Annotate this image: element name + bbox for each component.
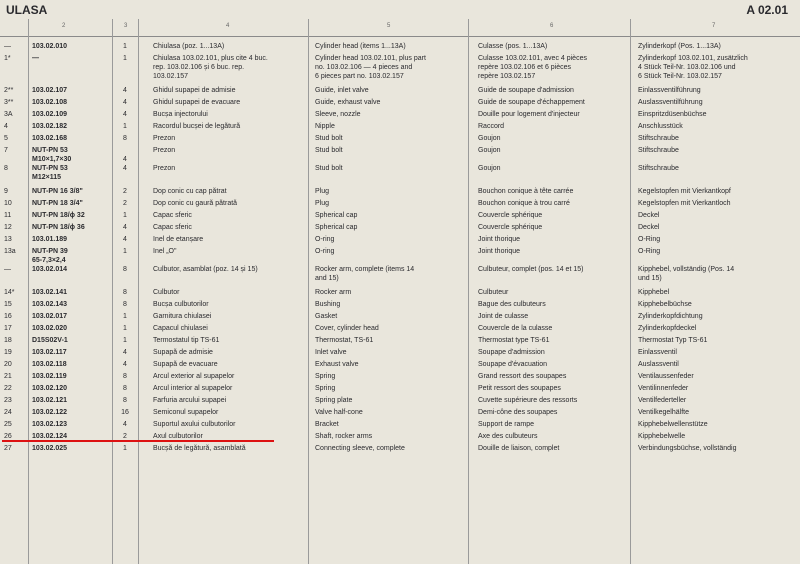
part-number: 103.02.121 [32, 397, 68, 404]
name-romanian: Axul culbutorilor [153, 433, 203, 440]
red-underline-mark [2, 440, 274, 442]
part-number: NUT-PN 53 M12×115 [32, 165, 68, 181]
name-german: Stiftschraube [638, 165, 679, 172]
name-french: Bouchon conique à tête carrée [478, 188, 574, 195]
table-row [0, 211, 800, 223]
table-row [0, 348, 800, 360]
item-number: 7 [4, 147, 8, 154]
name-english: Valve half-cone [315, 409, 363, 416]
table-row [0, 134, 800, 146]
name-german: Stiftschraube [638, 147, 679, 154]
name-english: Exhaust valve [315, 361, 359, 368]
name-english: Stud bolt [315, 135, 343, 142]
name-french: Douille de liaison, complet [478, 445, 560, 452]
name-french: Support de rampe [478, 421, 535, 428]
name-german: Einlassventil [638, 349, 677, 356]
name-romanian: Bucșa culbutorilor [153, 301, 209, 308]
name-romanian: Farfuria arcului supapei [153, 397, 227, 404]
name-english: Guide, exhaust valve [315, 99, 381, 106]
item-number: 20 [4, 361, 12, 368]
name-english: Rocker arm [315, 289, 352, 296]
item-number: 13a [4, 248, 16, 255]
quantity: 4 [123, 165, 127, 172]
part-number: 103.02.020 [32, 325, 68, 332]
col-number: 3 [124, 23, 128, 29]
name-romanian: Suportul axului culbutorilor [153, 421, 236, 428]
name-french: Culbuteur [478, 289, 509, 296]
name-english: Spherical cap [315, 212, 358, 219]
name-english: Inlet valve [315, 349, 347, 356]
item-number: 1* [4, 55, 11, 62]
name-romanian: Supapă de evacuare [153, 361, 218, 368]
quantity: 2 [123, 200, 127, 207]
name-french: Demi-cône des soupapes [478, 409, 558, 416]
part-number: NUT-PN 18 3/4" [32, 200, 83, 207]
table-row [0, 300, 800, 312]
name-english: Thermostat, TS-61 [315, 337, 374, 344]
part-number: 103.02.017 [32, 313, 68, 320]
part-number: 103.02.025 [32, 445, 68, 452]
name-german: Verbindungsbüchse, vollständig [638, 445, 737, 452]
part-number: 103.02.014 [32, 266, 68, 273]
name-german: Auslassventilführung [638, 99, 703, 106]
name-german: Kegelstopfen mit Vierkantloch [638, 200, 731, 207]
item-number: 13 [4, 236, 12, 243]
name-german: Ventilaussenfeder [638, 373, 694, 380]
part-number: 103.02.143 [32, 301, 68, 308]
quantity: 1 [123, 337, 127, 344]
item-number: 22 [4, 385, 12, 392]
name-english: Spherical cap [315, 224, 358, 231]
item-number: 2** [4, 87, 14, 94]
name-romanian: Dop conic cu cap pătrat [153, 188, 227, 195]
name-german: Ventilinnenfeder [638, 385, 689, 392]
item-number: 4 [4, 123, 8, 130]
part-number: 103.02.108 [32, 99, 68, 106]
name-english: O-ring [315, 248, 335, 255]
table-row [0, 164, 800, 187]
table-row [0, 444, 800, 456]
name-french: Douille pour logement d'injecteur [478, 111, 580, 118]
item-number: 16 [4, 313, 12, 320]
part-number: 103.02.119 [32, 373, 67, 380]
part-number: 103.02.124 [32, 433, 68, 440]
name-english: Plug [315, 188, 330, 195]
quantity: 8 [123, 385, 127, 392]
table-row [0, 432, 800, 444]
name-german: Zylinderkopf (Pos. 1...13A) [638, 43, 721, 50]
name-romanian: Inel „O" [153, 248, 177, 255]
quantity: 8 [123, 289, 127, 296]
part-number: NUT-PN 18/ϕ 32 [32, 212, 85, 219]
name-romanian: Capac sferic [153, 224, 192, 231]
name-german: Anschlusstück [638, 123, 683, 130]
name-german: Deckel [638, 224, 660, 231]
quantity: 4 [123, 99, 127, 106]
name-romanian: Capac sferic [153, 212, 192, 219]
quantity: 4 [123, 111, 127, 118]
quantity: 4 [123, 236, 127, 243]
name-english: Bracket [315, 421, 339, 428]
name-english: O-ring [315, 236, 335, 243]
name-german: Einspritzdüsenbüchse [638, 111, 707, 118]
table-row [0, 408, 800, 420]
table-row [0, 42, 800, 54]
name-romanian: Prezon [153, 135, 176, 142]
item-number: 5 [4, 135, 8, 142]
name-german: Thermostat Typ TS-61 [638, 337, 708, 344]
name-english: Plug [315, 200, 330, 207]
name-english: Shaft, rocker arms [315, 433, 373, 440]
name-romanian: Dop conic cu gaură pătrată [153, 200, 238, 207]
name-romanian: Prezon [153, 147, 176, 154]
name-german: Zylinderkopf 103.02.101, zusätzlich 4 Stück Teil-Nr. 103.02.106 und 6 Stück Teil-Nr. 103.02.157 [638, 55, 748, 80]
name-romanian: Chiulasa 103.02.101, plus cite 4 buc. rep. 103.02.106 și 6 buc. rep. 103.02.157 [153, 55, 268, 80]
quantity: 8 [123, 373, 127, 380]
name-french: Couvercle sphérique [478, 224, 543, 231]
quantity: 1 [123, 43, 127, 50]
part-number: 103.01.189 [32, 236, 68, 243]
table-row [0, 360, 800, 372]
name-english: Cylinder head (items 1...13A) [315, 43, 406, 50]
quantity: 1 [123, 325, 127, 332]
item-number: 23 [4, 397, 12, 404]
name-german: Zylinderkopfdichtung [638, 313, 703, 320]
name-romanian: Garnitura chiulasei [153, 313, 212, 320]
name-english: Nipple [315, 123, 335, 130]
name-english: Cylinder head 103.02.101, plus part no. 103.02.106 — 4 pieces and 6 pieces part no. 103.02.157 [315, 55, 426, 80]
item-number: 3A [4, 111, 13, 118]
item-number: 3** [4, 99, 14, 106]
item-number: 12 [4, 224, 12, 231]
name-german: Zylinderkopfdeckel [638, 325, 697, 332]
name-english: Bushing [315, 301, 341, 308]
name-romanian: Termostatul tip TS-61 [153, 337, 220, 344]
name-english: Cover, cylinder head [315, 325, 379, 332]
item-number: 11 [4, 212, 12, 219]
name-romanian: Supapă de admisie [153, 349, 213, 356]
name-german: Ventilkegelhälfte [638, 409, 689, 416]
table-row [0, 288, 800, 300]
table-row [0, 223, 800, 235]
name-german: Kegelstopfen mit Vierkantkopf [638, 188, 731, 195]
name-french: Culasse 103.02.101, avec 4 pièces repère 103.02.106 et 6 pièces repère 103.02.157 [478, 55, 587, 80]
quantity: 4 [123, 224, 127, 231]
name-french: Goujon [478, 135, 501, 142]
part-number: 103.02.109 [32, 111, 68, 118]
name-french: Soupape d'admission [478, 349, 545, 356]
name-french: Bouchon conique à trou carré [478, 200, 570, 207]
item-number: 18 [4, 337, 12, 344]
quantity: 8 [123, 135, 127, 142]
name-english: Stud bolt [315, 147, 343, 154]
name-german: Deckel [638, 212, 660, 219]
name-english: Sleeve, nozzle [315, 111, 361, 118]
quantity: 1 [123, 445, 127, 452]
col-number: 5 [387, 23, 391, 29]
name-french: Cuvette supérieure des ressorts [478, 397, 578, 404]
column-header-row [0, 19, 800, 37]
item-number: 8 [4, 165, 8, 172]
item-number: 17 [4, 325, 12, 332]
name-french: Petit ressort des soupapes [478, 385, 561, 392]
parts-table [0, 42, 800, 456]
quantity: 16 [121, 409, 129, 416]
quantity: 8 [123, 397, 127, 404]
table-row [0, 54, 800, 86]
name-french: Axe des culbuteurs [478, 433, 538, 440]
name-romanian: Arcul interior al supapelor [153, 385, 233, 392]
name-english: Spring [315, 385, 336, 392]
table-row [0, 265, 800, 288]
part-number: 103.02.168 [32, 135, 68, 142]
part-number: NUT-PN 18/ϕ 36 [32, 224, 85, 231]
part-number: 103.02.107 [32, 87, 68, 94]
quantity: 8 [123, 301, 127, 308]
name-french: Grand ressort des soupapes [478, 373, 567, 380]
table-row [0, 235, 800, 247]
name-english: Guide, inlet valve [315, 87, 369, 94]
part-number: 103.02.123 [32, 421, 68, 428]
part-number: NUT-PN 53 M10×1,7×30 [32, 147, 72, 163]
table-row [0, 199, 800, 211]
quantity: 1 [123, 212, 127, 219]
name-french: Culasse (pos. 1...13A) [478, 43, 548, 50]
quantity: 4 [123, 156, 127, 163]
quantity: 1 [123, 248, 127, 255]
col-number: 4 [226, 23, 230, 29]
col-number: 6 [550, 23, 554, 29]
table-row [0, 247, 800, 265]
name-german: O-Ring [638, 236, 661, 243]
part-number: — [32, 55, 39, 62]
name-french: Joint de culasse [478, 313, 529, 320]
name-english: Stud bolt [315, 165, 343, 172]
part-number: 103.02.141 [32, 289, 68, 296]
quantity: 4 [123, 361, 127, 368]
name-french: Couvercle de la culasse [478, 325, 553, 332]
name-romanian: Ghidul supapei de admisie [153, 87, 236, 94]
item-number: — [4, 43, 11, 50]
quantity: 1 [123, 55, 127, 62]
quantity: 4 [123, 87, 127, 94]
name-romanian: Bucșă de legătură, asamblată [153, 445, 246, 452]
name-german: Kipphebelwellenstütze [638, 421, 708, 428]
name-german: Auslassventil [638, 361, 679, 368]
item-number: 27 [4, 445, 12, 452]
table-row [0, 146, 800, 164]
name-german: Kipphebel [638, 289, 670, 296]
name-romanian: Semiconul supapelor [153, 409, 219, 416]
table-row [0, 324, 800, 336]
quantity: 4 [123, 421, 127, 428]
table-row [0, 336, 800, 348]
name-german: Kipphebelwelle [638, 433, 686, 440]
name-romanian: Chiulasa (poz. 1...13A) [153, 43, 225, 50]
part-number: 103.02.120 [32, 385, 68, 392]
item-number: 25 [4, 421, 12, 428]
part-number: 103.02.122 [32, 409, 68, 416]
item-number: 10 [4, 200, 12, 207]
item-number: 26 [4, 433, 12, 440]
name-french: Goujon [478, 165, 501, 172]
name-french: Thermostat type TS-61 [478, 337, 550, 344]
quantity: 1 [123, 313, 127, 320]
part-number: 103.02.010 [32, 43, 68, 50]
name-french: Couvercle sphérique [478, 212, 543, 219]
part-number: 103.02.117 [32, 349, 67, 356]
table-row [0, 420, 800, 432]
name-french: Bague des culbuteurs [478, 301, 546, 308]
name-english: Spring plate [315, 397, 353, 404]
table-row [0, 372, 800, 384]
name-romanian: Culbutor, asamblat (poz. 14 și 15) [153, 266, 258, 273]
name-german: Stiftschraube [638, 135, 679, 142]
table-row [0, 396, 800, 408]
name-french: Guide de soupape d'admission [478, 87, 574, 94]
name-french: Joint thorique [478, 248, 521, 255]
item-number: — [4, 266, 11, 273]
page-code: A 02.01 [746, 3, 788, 17]
quantity: 2 [123, 433, 127, 440]
item-number: 19 [4, 349, 12, 356]
name-german: Einlassventilführung [638, 87, 701, 94]
name-french: Guide de soupape d'échappement [478, 99, 585, 106]
col-number: 2 [62, 23, 66, 29]
quantity: 8 [123, 266, 127, 273]
table-row [0, 312, 800, 324]
name-german: Kipphebelbüchse [638, 301, 692, 308]
item-number: 24 [4, 409, 12, 416]
name-german: Kipphebel, vollständig (Pos. 14 und 15) [638, 266, 735, 282]
name-romanian: Capacul chiulasei [153, 325, 208, 332]
table-row [0, 384, 800, 396]
name-romanian: Inel de etanșare [153, 236, 204, 243]
item-number: 15 [4, 301, 12, 308]
part-number: NUT-PN 39 65-7,3×2,4 [32, 248, 68, 264]
quantity: 2 [123, 188, 127, 195]
item-number: 9 [4, 188, 8, 195]
part-number: 103.02.118 [32, 361, 67, 368]
quantity: 1 [123, 123, 127, 130]
part-number: 103.02.182 [32, 123, 68, 130]
col-number: 7 [712, 23, 716, 29]
quantity: 4 [123, 349, 127, 356]
item-number: 21 [4, 373, 12, 380]
part-number: D15S02V-1 [32, 337, 68, 344]
name-english: Gasket [315, 313, 338, 320]
table-row [0, 86, 800, 98]
name-english: Spring [315, 373, 336, 380]
name-romanian: Racordul bucșei de legătură [153, 123, 241, 130]
table-row [0, 98, 800, 110]
table-row [0, 122, 800, 134]
name-romanian: Bucșa injectorului [153, 111, 208, 118]
part-number: NUT-PN 16 3/8" [32, 188, 83, 195]
table-row [0, 110, 800, 122]
item-number: 14* [4, 289, 15, 296]
name-german: O-Ring [638, 248, 661, 255]
name-romanian: Ghidul supapei de evacuare [153, 99, 241, 106]
name-french: Joint thorique [478, 236, 521, 243]
name-romanian: Prezon [153, 165, 176, 172]
name-french: Soupape d'évacuation [478, 361, 548, 368]
name-english: Connecting sleeve, complete [315, 445, 405, 452]
name-french: Goujon [478, 147, 501, 154]
table-row [0, 187, 800, 199]
name-romanian: Arcul exterior al supapelor [153, 373, 235, 380]
name-german: Ventilfederteller [638, 397, 687, 404]
name-english: Rocker arm, complete (items 14 and 15) [315, 266, 415, 282]
page-title: ULASA [6, 3, 48, 17]
name-french: Culbuteur, complet (pos. 14 et 15) [478, 266, 584, 273]
name-french: Raccord [478, 123, 505, 130]
name-romanian: Culbutor [153, 289, 180, 296]
